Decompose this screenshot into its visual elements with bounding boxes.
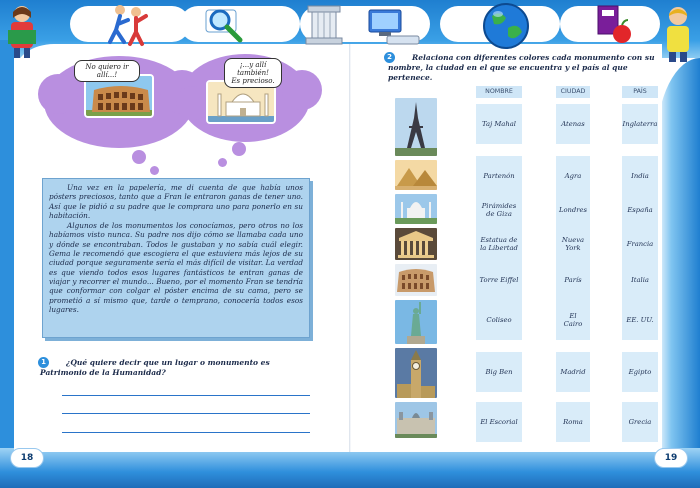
nombre-cell[interactable]: Big Ben [476, 352, 522, 392]
girl-reading-icon [2, 4, 42, 60]
column-header-pais: PAÍS [622, 86, 658, 98]
column-header-nombre: NOMBRE [476, 86, 522, 98]
eiffel-tower-photo[interactable] [395, 98, 437, 156]
pais-cell[interactable]: Grecia [622, 402, 658, 442]
nombre-cell[interactable]: Partenón [476, 156, 522, 196]
books-apple-icon [590, 2, 638, 48]
boy-icon [656, 4, 700, 64]
big-ben-photo[interactable] [395, 348, 437, 398]
thought-bubble-tail [150, 166, 159, 175]
thought-bubble-tail [232, 142, 246, 156]
answer-line[interactable] [62, 432, 310, 433]
ciudad-cell[interactable]: Madrid [556, 352, 590, 392]
thought-bubble-lobe [38, 74, 78, 114]
pais-cell[interactable]: España [622, 190, 658, 230]
globe-icon [478, 0, 534, 52]
taj-mahal-photo[interactable] [395, 194, 437, 224]
pais-cell[interactable]: EE. UU. [622, 300, 658, 340]
ciudad-cell[interactable]: París [556, 260, 590, 300]
left-border [0, 40, 14, 460]
speech-line: ¡...y allí también! [237, 61, 269, 77]
thought-bubble-lobe [282, 70, 322, 110]
parthenon-photo[interactable] [395, 228, 437, 260]
nombre-cell[interactable]: El Escorial [476, 402, 522, 442]
thought-bubble-tail [132, 150, 146, 164]
ciudad-cell[interactable]: Agra [556, 156, 590, 196]
computer-icon [365, 2, 421, 48]
athletes-icon [104, 2, 152, 48]
speech-line: Es precioso. [231, 77, 275, 85]
ciudad-cell[interactable]: Atenas [556, 104, 590, 144]
thought-bubble-tail [218, 158, 227, 167]
statue-of-liberty-photo[interactable] [395, 300, 437, 344]
ciudad-cell[interactable]: Londres [556, 190, 590, 230]
ciudad-cell[interactable]: Roma [556, 402, 590, 442]
ciudad-cell[interactable]: El Cairo [556, 300, 590, 340]
speech-y-alli [224, 58, 282, 88]
answer-line[interactable] [62, 413, 310, 414]
pais-cell[interactable]: Italia [622, 260, 658, 300]
ciudad-cell[interactable]: Nueva York [556, 224, 590, 264]
page-number-right: 19 [664, 453, 678, 463]
story-box [42, 178, 310, 338]
answer-line[interactable] [62, 395, 310, 396]
pyramids-photo[interactable] [395, 160, 437, 190]
magnifier-icon [200, 2, 248, 48]
pais-cell[interactable]: Egipto [622, 352, 658, 392]
footer-band [0, 448, 700, 488]
colosseum-photo[interactable] [395, 264, 437, 296]
nombre-cell[interactable]: Torre Eiffel [476, 260, 522, 300]
page-number-left: 18 [20, 453, 34, 463]
activity-2-number: 2 [384, 52, 395, 63]
pais-cell[interactable]: Francia [622, 224, 658, 264]
column-header-ciudad: CIUDAD [556, 86, 590, 98]
book-spine [349, 44, 351, 452]
activity-2-instruction: Relaciona con diferentes colores cada monumento con su nombre, la ciudad en el que se encuentra y el país al que pertenece. [388, 53, 655, 82]
story-paragraph: Algunos de los monumentos los conocíamos, pero otros no los habíamos visto nunca. Su padre nos dijo cómo se llamaba cada uno y dónde se encontraban. Todos le gustaban y no sabía cuál elegir. Gema le recomendó que escogiera el que estuviera más lejos de su ciudad porque seguramente sería el más difícil de visitar. La verdad es que viendo todos esos lugares fantásticos te entran ganas de viajar y recorrer el mundo... Bueno, por el momento Fran se tendría que conformar con colgar el póster encima de su cama, pero se prometió a sí mismo que, tarde o temprano, conocería todos esos lugares. [49, 221, 303, 314]
thought-bubble-lobe [176, 86, 210, 120]
pais-cell[interactable]: Inglaterra [622, 104, 658, 144]
column-icon [300, 2, 348, 48]
story-paragraph: Una vez en la papelería, me di cuenta de que había unos pósters preciosos, tanto que a Fran le entraron ganas de tener uno. Así que le pidió a su padre que le comprara uno para ponerlo en su habitación. [49, 183, 303, 220]
nombre-cell[interactable]: Coliseo [476, 300, 522, 340]
nombre-cell[interactable]: Estatua de la Libertad [476, 224, 522, 264]
activity-1-question: ¿Qué quiere decir que un lugar o monumento es Patrimonio de la Humanidad? [40, 358, 270, 377]
right-wave [656, 58, 700, 458]
nombre-cell[interactable]: Taj Mahal [476, 104, 522, 144]
pais-cell[interactable]: India [622, 156, 658, 196]
activity-1-number: 1 [38, 357, 49, 368]
speech-no-quiero: No quiero ir allí...! [74, 60, 140, 82]
el-escorial-photo[interactable] [395, 402, 437, 438]
nombre-cell[interactable]: Pirámides de Giza [476, 190, 522, 230]
